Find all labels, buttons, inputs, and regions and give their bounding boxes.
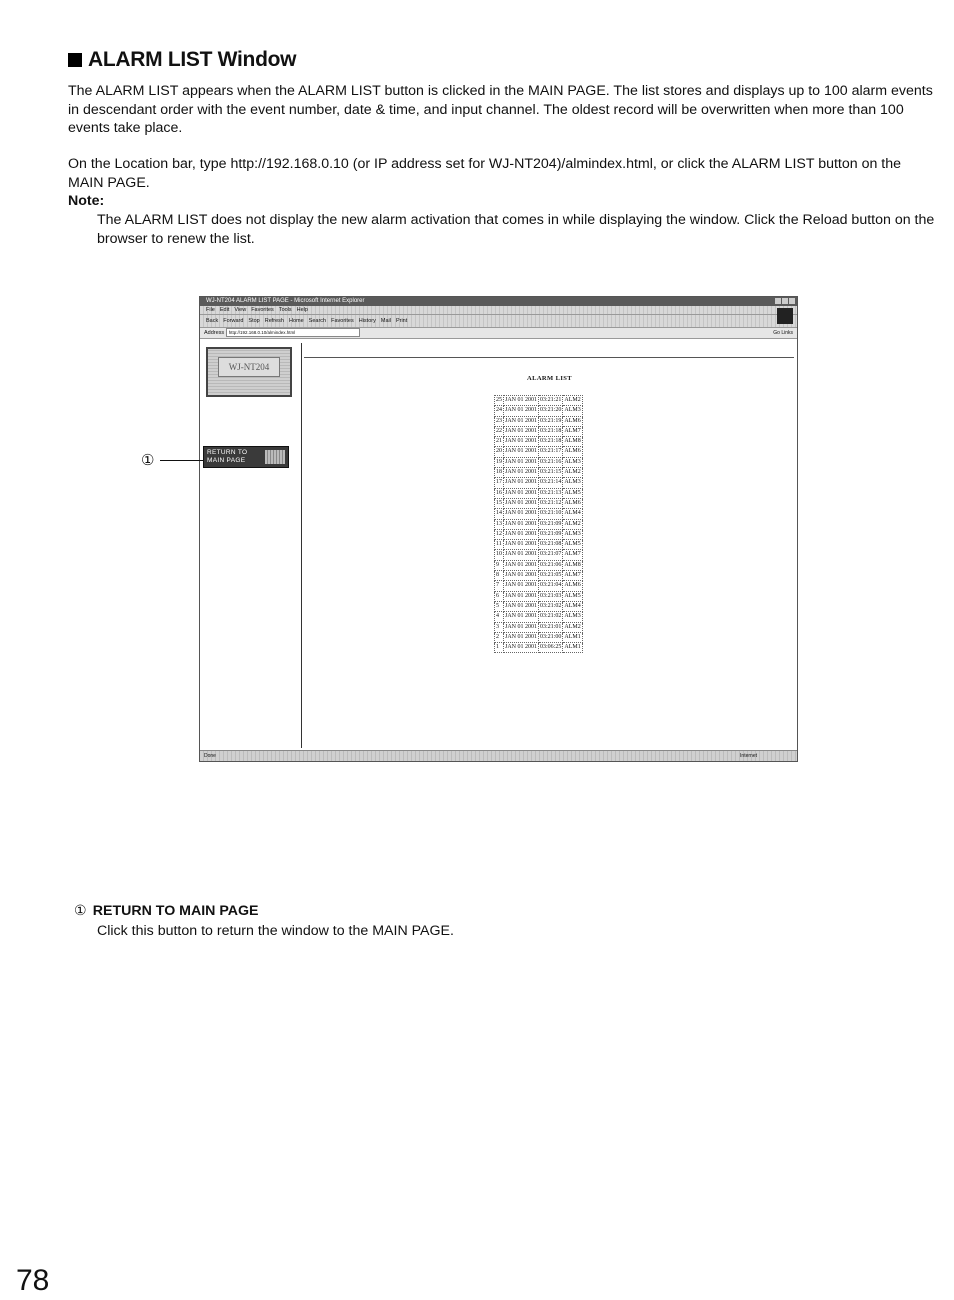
alarm-cell-time: 03:21:05 [539,571,563,581]
alarm-cell-ch: ALM6 [563,581,582,591]
alarm-cell-time: 03:06:25 [539,643,563,653]
alarm-cell-ch: ALM5 [563,488,582,498]
alarm-cell-date: JAN 01 2001 [504,488,539,498]
browser-window-title: WJ-NT204 ALARM LIST PAGE - Microsoft Internet Explorer [206,298,365,304]
alarm-cell-time: 03:21:07 [539,550,563,560]
menu-favorites[interactable]: Favorites [251,307,274,313]
alarm-cell-date: JAN 01 2001 [504,447,539,457]
alarm-cell-date: JAN 01 2001 [504,622,539,632]
alarm-cell-time: 03:21:18 [539,426,563,436]
alarm-cell-ch: ALM3 [563,529,582,539]
page-number: 78 [16,1264,50,1297]
alarm-cell-date: JAN 01 2001 [504,478,539,488]
alarm-row [495,488,583,498]
alarm-cell-ch: ALM2 [563,519,582,529]
alarm-cell-date: JAN 01 2001 [504,540,539,550]
item-description: Click this button to return the window to the MAIN PAGE. [97,923,454,939]
section-title-text: ALARM LIST Window [88,48,297,71]
alarm-row [495,529,583,539]
note-label: Note: [68,193,105,209]
alarm-cell-date: JAN 01 2001 [504,437,539,447]
forward-button[interactable]: Forward [223,318,244,324]
alarm-row [495,601,583,611]
search-button[interactable]: Search [308,318,327,324]
alarm-cell-no: 23 [495,416,504,426]
alarm-cell-no: 15 [495,498,504,508]
minimize-icon[interactable] [775,298,781,304]
alarm-row [495,406,583,416]
note-text: The ALARM LIST does not display the new alarm activation that comes in while displaying the window. Click the Reload button on the browser to renew the list. [97,212,935,247]
alarm-row [495,560,583,570]
favorites-button[interactable]: Favorites [331,318,354,324]
alarm-row [495,643,583,653]
alarm-row [495,519,583,529]
alarm-cell-time: 03:21:09 [539,529,563,539]
callout-marker: ① [141,452,155,469]
alarm-row [495,591,583,601]
alarm-cell-time: 03:21:19 [539,416,563,426]
alarm-cell-ch: ALM2 [563,622,582,632]
alarm-cell-date: JAN 01 2001 [504,529,539,539]
alarm-cell-time: 03:21:21 [539,396,563,406]
back-button[interactable]: Back [206,318,219,324]
alarm-cell-date: JAN 01 2001 [504,581,539,591]
home-button[interactable]: Home [289,318,304,324]
alarm-cell-no: 9 [495,560,504,570]
alarm-cell-date: JAN 01 2001 [504,632,539,642]
alarm-cell-ch: ALM6 [563,416,582,426]
alarm-row [495,457,583,467]
alarm-cell-ch: ALM3 [563,457,582,467]
alarm-row [495,540,583,550]
menu-edit[interactable]: Edit [219,307,230,313]
alarm-cell-date: JAN 01 2001 [504,612,539,622]
alarm-cell-ch: ALM6 [563,447,582,457]
alarm-cell-time: 03:21:00 [539,632,563,642]
alarm-cell-ch: ALM1 [563,643,582,653]
alarm-cell-no: 22 [495,426,504,436]
alarm-cell-date: JAN 01 2001 [504,643,539,653]
item-title: RETURN TO MAIN PAGE [92,903,259,919]
alarm-row [495,478,583,488]
alarm-cell-time: 03:21:03 [539,591,563,601]
alarm-list-title: ALARM LIST [527,375,572,382]
alarm-cell-no: 24 [495,406,504,416]
alarm-cell-date: JAN 01 2001 [504,426,539,436]
browser-menubar [200,306,797,315]
alarm-cell-date: JAN 01 2001 [504,560,539,570]
alarm-cell-date: JAN 01 2001 [504,591,539,601]
alarm-row [495,550,583,560]
alarm-cell-no: 17 [495,478,504,488]
alarm-cell-no: 7 [495,581,504,591]
alarm-cell-ch: ALM3 [563,478,582,488]
alarm-row [495,416,583,426]
alarm-cell-time: 03:21:20 [539,406,563,416]
refresh-button[interactable]: Refresh [264,318,284,324]
alarm-cell-ch: ALM2 [563,396,582,406]
menu-tools[interactable]: Tools [278,307,292,313]
alarm-cell-time: 03:21:04 [539,581,563,591]
right-frame [302,343,797,748]
alarm-cell-time: 03:21:09 [539,519,563,529]
alarm-cell-time: 03:21:02 [539,612,563,622]
return-to-main-page-button[interactable] [203,446,289,468]
alarm-cell-time: 03:21:10 [539,509,563,519]
alarm-cell-no: 6 [495,591,504,601]
alarm-row [495,396,583,406]
alarm-cell-no: 18 [495,468,504,478]
alarm-cell-time: 03:21:01 [539,622,563,632]
go-button[interactable]: Go [773,330,780,336]
alarm-row [495,612,583,622]
alarm-cell-ch: ALM8 [563,437,582,447]
product-logo [206,347,292,397]
alarm-cell-no: 3 [495,622,504,632]
alarm-cell-time: 03:21:15 [539,468,563,478]
alarm-row [495,509,583,519]
alarm-row [495,426,583,436]
alarm-cell-time: 03:21:06 [539,560,563,570]
intro-paragraph: The ALARM LIST appears when the ALARM LIST button is clicked in the MAIN PAGE. The list stores and displays up to 100 alarm events in descendant order with the event number, date & time, and input channel. The oldest record will be overwritten when more than 100 events take place. [68,83,933,137]
callout-leader-line [160,460,204,461]
ie-logo-icon [777,308,793,324]
stop-button[interactable]: Stop [248,318,260,324]
alarm-cell-no: 10 [495,550,504,560]
alarm-cell-no: 19 [495,457,504,467]
alarm-row [495,571,583,581]
alarm-cell-no: 20 [495,447,504,457]
alarm-cell-time: 03:21:13 [539,488,563,498]
alarm-cell-ch: ALM1 [563,632,582,642]
browser-titlebar [200,297,797,306]
alarm-cell-date: JAN 01 2001 [504,416,539,426]
alarm-cell-no: 13 [495,519,504,529]
alarm-cell-time: 03:21:02 [539,601,563,611]
location-paragraph: On the Location bar, type http://192.168.0.10 (or IP address set for WJ-NT204)/almindex.html, or click the ALARM LIST button on the MAIN PAGE. [68,156,902,191]
alarm-cell-date: JAN 01 2001 [504,396,539,406]
menu-view[interactable]: View [234,307,247,313]
alarm-cell-ch: ALM4 [563,601,582,611]
alarm-cell-date: JAN 01 2001 [504,457,539,467]
browser-window-screenshot [199,296,798,762]
alarm-cell-time: 03:21:14 [539,478,563,488]
links-button[interactable]: Links [781,330,793,336]
alarm-cell-ch: ALM5 [563,591,582,601]
alarm-row [495,447,583,457]
alarm-row [495,632,583,642]
go-links [773,330,793,336]
alarm-cell-ch: ALM4 [563,509,582,519]
status-left: Done [204,753,216,759]
alarm-list-table [494,395,583,653]
alarm-cell-no: 14 [495,509,504,519]
return-button-graphic [265,450,285,464]
status-right: Internet [740,753,757,759]
alarm-cell-time: 03:21:08 [539,540,563,550]
square-bullet-icon [68,53,82,67]
item-marker: ① [74,903,87,919]
alarm-cell-time: 03:21:17 [539,447,563,457]
alarm-cell-ch: ALM7 [563,426,582,436]
alarm-row [495,498,583,508]
alarm-row [495,468,583,478]
close-icon[interactable] [789,298,795,304]
alarm-cell-date: JAN 01 2001 [504,519,539,529]
section-title [68,48,296,72]
item-heading [74,903,259,919]
alarm-cell-date: JAN 01 2001 [504,406,539,416]
mail-button[interactable]: Mail [380,318,391,324]
alarm-cell-ch: ALM6 [563,498,582,508]
alarm-cell-ch: ALM3 [563,406,582,416]
alarm-row [495,581,583,591]
window-controls [775,298,795,304]
maximize-icon[interactable] [782,298,788,304]
alarm-cell-time: 03:21:16 [539,457,563,467]
address-label: Address [204,330,225,336]
browser-statusbar [200,750,797,761]
address-input[interactable]: http://192.168.0.10/almindex.html [226,328,360,337]
menu-file[interactable]: File [206,307,215,313]
product-logo-text: WJ-NT204 [218,357,280,377]
alarm-cell-no: 5 [495,601,504,611]
alarm-row [495,437,583,447]
alarm-cell-no: 21 [495,437,504,447]
alarm-cell-date: JAN 01 2001 [504,601,539,611]
alarm-cell-no: 11 [495,540,504,550]
browser-toolbar [200,315,797,328]
alarm-cell-date: JAN 01 2001 [504,498,539,508]
alarm-cell-date: JAN 01 2001 [504,571,539,581]
alarm-cell-date: JAN 01 2001 [504,468,539,478]
alarm-cell-ch: ALM7 [563,571,582,581]
alarm-cell-no: 2 [495,632,504,642]
alarm-cell-ch: ALM3 [563,612,582,622]
alarm-cell-no: 16 [495,488,504,498]
history-button[interactable]: History [358,318,376,324]
alarm-cell-no: 8 [495,571,504,581]
alarm-cell-ch: ALM5 [563,540,582,550]
alarm-cell-no: 1 [495,643,504,653]
alarm-cell-no: 25 [495,396,504,406]
menu-help[interactable]: Help [296,307,308,313]
frame-divider [304,357,794,358]
alarm-cell-no: 4 [495,612,504,622]
print-button[interactable]: Print [395,318,408,324]
alarm-row [495,622,583,632]
alarm-cell-date: JAN 01 2001 [504,509,539,519]
alarm-cell-date: JAN 01 2001 [504,550,539,560]
alarm-cell-ch: ALM2 [563,468,582,478]
address-bar [200,328,797,339]
left-frame [200,343,302,748]
alarm-cell-time: 03:21:12 [539,498,563,508]
alarm-cell-ch: ALM7 [563,550,582,560]
alarm-cell-no: 12 [495,529,504,539]
alarm-cell-ch: ALM8 [563,560,582,570]
alarm-cell-time: 03:21:18 [539,437,563,447]
return-button-label: RETURN TO MAIN PAGE [207,449,248,464]
